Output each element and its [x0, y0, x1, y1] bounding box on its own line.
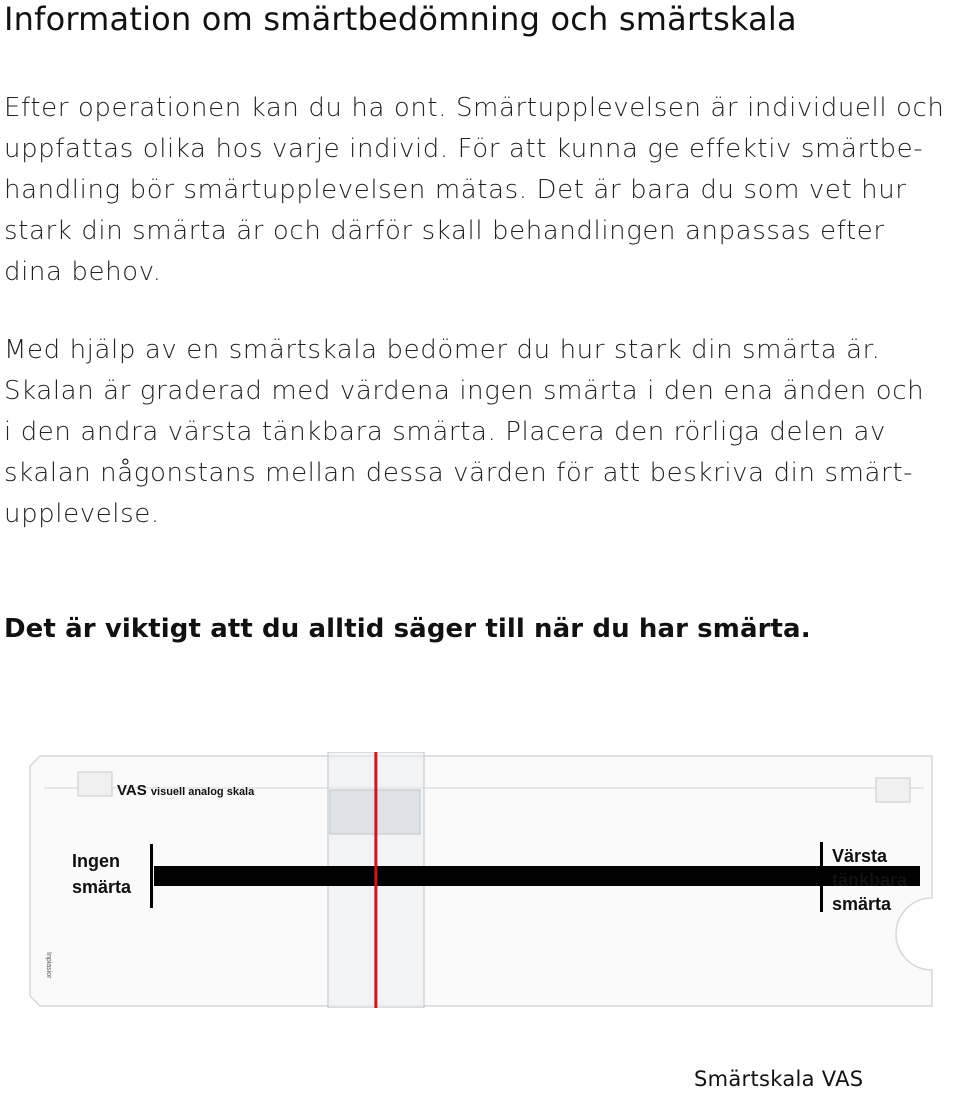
vas-heading: [117, 782, 254, 799]
scale-line: Skalan är graderad med värdena ingen smärta i den ena änden och: [4, 376, 925, 406]
tick-right: [820, 842, 823, 912]
left-label-line: smärta: [72, 877, 132, 897]
scale-line: skalan någonstans mellan dessa värden för att beskriva din smärt-: [4, 458, 914, 488]
intro-line: dina behov.: [4, 257, 162, 287]
right-label-line: tänkbara: [832, 870, 908, 890]
vas-line: [154, 866, 920, 886]
right-label: [832, 844, 907, 916]
intro-line: handling bör smärtupplevelsen mätas. Det är bara du som vet hur: [4, 175, 907, 205]
clip-right: [876, 778, 910, 802]
scale-line: Med hjälp av en smärtskala bedömer du hur stark din smärta är.: [4, 335, 881, 365]
intro-line: Efter operationen kan du ha ont. Smärtupplevelsen är individuell och: [4, 93, 945, 123]
figure-caption: Smärtskala VAS: [694, 1067, 864, 1091]
brand-mark: Inpiasior: [45, 952, 52, 979]
left-label: [72, 848, 131, 900]
tick-left: [150, 844, 153, 908]
scale-line: i den andra värsta tänkbara smärta. Placera den rörliga delen av: [4, 417, 887, 447]
vas-title: VAS: [117, 782, 147, 799]
intro-line: stark din smärta är och därför skall behandlingen anpassas efter: [4, 216, 885, 246]
page-title: Information om smärtbedömning och smärtskala: [4, 0, 797, 38]
intro-paragraph: [4, 88, 954, 293]
intro-line: uppfattas olika hos varje individ. För att kunna ge effektiv smärtbe-: [4, 134, 924, 164]
vas-subtitle: visuell analog skala: [150, 786, 255, 798]
right-label-line: Värsta: [832, 846, 888, 866]
scale-paragraph: [4, 330, 954, 535]
left-label-line: Ingen: [72, 851, 120, 871]
right-label-line: smärta: [832, 894, 892, 914]
scale-line: upplevelse.: [4, 499, 160, 529]
clip-left: [78, 772, 112, 796]
vas-scale-image: [24, 752, 936, 1008]
important-notice: Det är viktigt att du alltid säger till när du har smärta.: [4, 614, 811, 644]
